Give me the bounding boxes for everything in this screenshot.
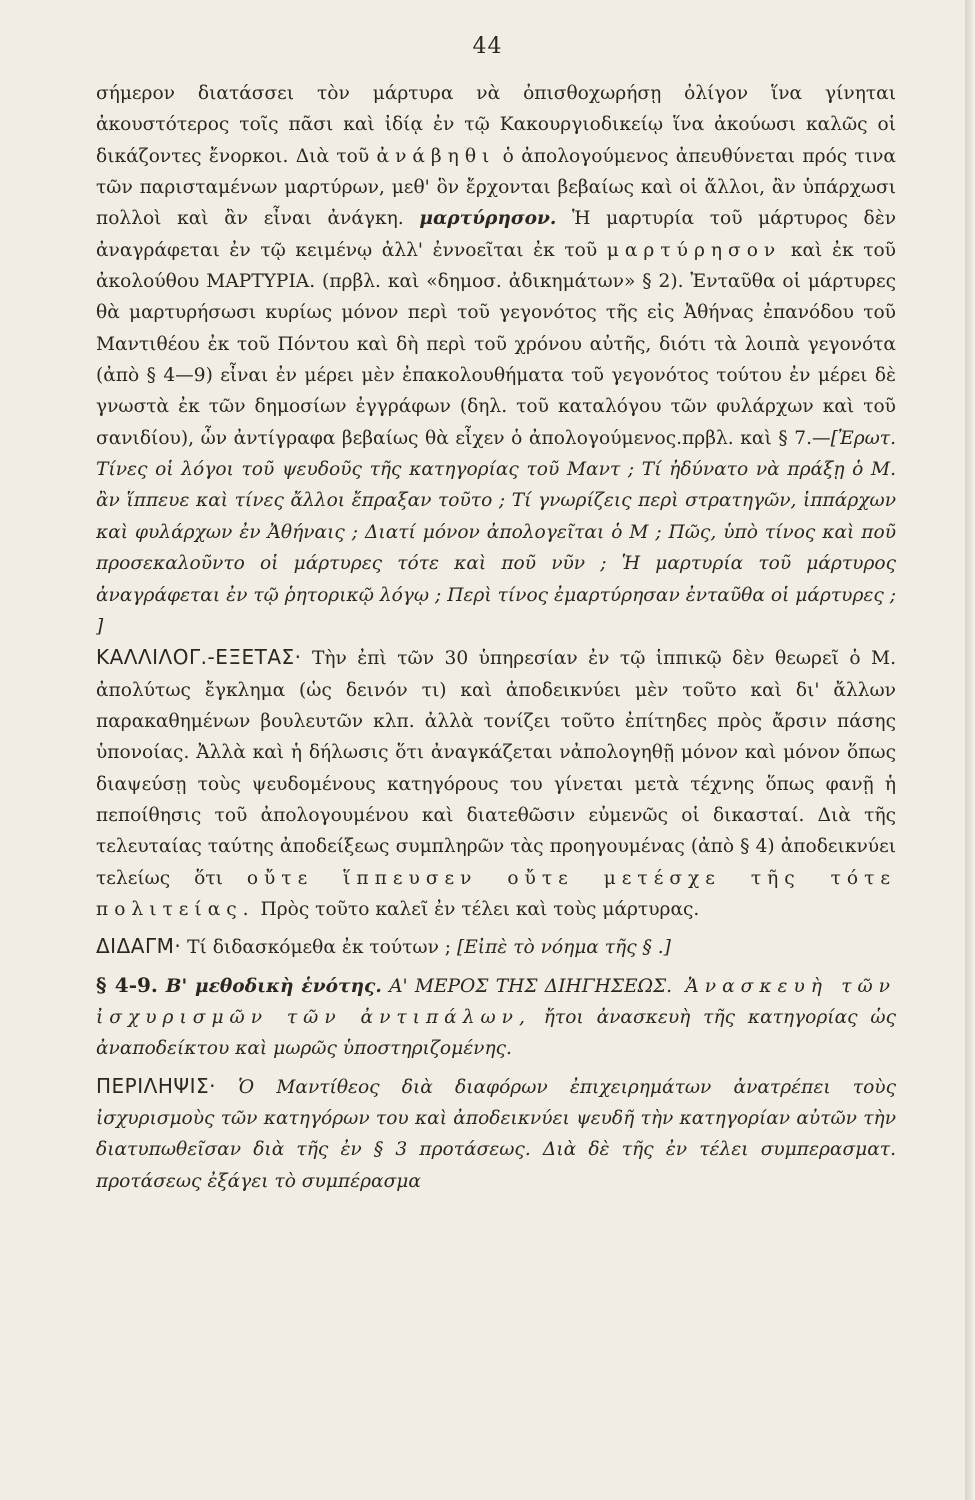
text-run: Πρὸς τοῦτο καλεῖ ἐν τέλει καὶ τοὺς μάρτυρας. bbox=[254, 898, 700, 920]
term-martyreson: μαρτύρησον. bbox=[419, 208, 557, 230]
section-number: § 4-9. bbox=[96, 972, 158, 997]
section-description: ἤτοι ἀνασκευὴ τῆς κατηγορίας ὡς ἀναποδείκτου καὶ μωρῶς ὑποστηριζομένης. bbox=[96, 1006, 897, 1060]
paragraph-kalliloge-exetasis bbox=[96, 642, 896, 925]
paragraph-didagma bbox=[96, 931, 896, 963]
page-edge bbox=[965, 0, 975, 1500]
didagma-prompt: [Εἰπὲ τὸ νόημα τῆς § .] bbox=[456, 937, 671, 959]
section-part-title: Α' ΜΕΡΟΣ ΤΗΣ ΔΙΗΓΗΣΕΩΣ. bbox=[381, 975, 673, 997]
section-label-perilepsis: ΠΕΡΙΛΗΨΙΣ· bbox=[96, 1073, 216, 1098]
spaced-term-martyreson: μαρτύρησον bbox=[606, 239, 782, 261]
paragraph-perilepsis bbox=[96, 1071, 896, 1197]
text-run: Τὴν ἐπὶ τῶν 30 ὑπηρεσίαν ἐν τῷ ἱππικῷ δὲν θεωρεῖ ὁ Μ. ἀπολύτως ἔγκλημα (ὡς δεινόν τι) καὶ ἀποδεικνύει μὲν τοῦτο καὶ δι' ἄλλων παρακαθημένων βουλευτῶν κλπ. ἀλλὰ τονίζει τοῦτο ἐπίτηδες πρὸς ἄρσιν πάσης ὑπονοίας. Ἀλλὰ καὶ ἡ δήλωσις ὅτι ἀναγκάζεται νἀπολογηθῇ μόνον καὶ μόνον ὅπως διαψεύσῃ τοὺς ψευδομένους κατηγόρους του γίνεται μετὰ τέχνης ὅπως φανῇ ἡ πεποίθησις τοῦ ἀπολογουμένου καὶ διατεθῶσιν εὐμενῶς οἱ δικασταί. Διὰ τῆς τελευταίας ταύτης ἀποδείξεως συμπληρῶν τὰς προηγουμένας (ἀπὸ § 4) ἀποδεικνύει τελείως ὅτι bbox=[96, 648, 896, 889]
text-run: σήμερον διατάσσει τὸν μάρτυρα νὰ ὀπισθοχωρήσῃ ὀλίγον ἵνα γίνηται ἀκουστότερος τοῖς πᾶσι καὶ ἰδίᾳ ἐν τῷ Κακουργιοδικείῳ ἵνα ἀκούωσι καλῶς οἱ δικάζοντες ἔνορκοι. Διὰ τοῦ bbox=[96, 83, 896, 167]
spaced-term-anabethi: ἀνάβηθι bbox=[376, 145, 496, 167]
text-run: Ἡ μαρτυρία τοῦ μάρτυρος δὲν ἀναγράφεται ἐν τῷ κειμένῳ ἀλλ' ἐννοεῖται ἐκ τοῦ bbox=[96, 208, 897, 261]
text-run: ὁ ἀπολογούμενος ἀπευθύνεται πρός τινα τῶν παρισταμένων μαρτύρων, μεθ' ὃν ἔρχονται βεβαίως καὶ οἱ ἄλλοι, ἂν ὑπάρχωσι πολλοὶ καὶ ἂν εἶναι ἀνάγκη. bbox=[96, 145, 896, 230]
summary-text: Ὁ Μαντίθεος διὰ διαφόρων ἐπιχειρημάτων ἀνατρέπει τοὺς ἰσχυρισμοὺς τῶν κατηγόρων του καὶ ἀποδεικνύει ψευδῆ τὴν κατηγορίαν αὐτῶν τὴν διατυπωθεῖσαν διὰ τῆς ἐν § 3 προτάσεως. Διὰ δὲ τῆς ἐν τέλει συμπερασματ. προτάσεως ἐξάγει τὸ συμπέρασμα bbox=[96, 1076, 896, 1192]
section-unit-title: Β' μεθοδικὴ ἑνότης. bbox=[157, 975, 382, 997]
section-label-didagma: ΔΙΔΑΓΜ· bbox=[96, 934, 182, 959]
page-body bbox=[96, 78, 896, 1197]
spaced-conclusion: οὔτε ἵππευσεν οὔτε μετέσχε τῆς τότε πολιτείας. bbox=[96, 867, 896, 920]
section-heading-4-9 bbox=[96, 970, 896, 1065]
section-spaced-title: Ἀνασκευὴ τῶν ἰσχυρισμῶν τῶν ἀντιπάλων, bbox=[96, 975, 896, 1028]
paragraph-witness-commentary bbox=[96, 78, 896, 642]
page-number: 44 bbox=[472, 34, 503, 59]
questions-block: [Ἐρωτ. Τίνες οἱ λόγοι τοῦ ψευδοῦς τῆς κατηγορίας τοῦ Μαντ ; Τί ἠδύνατο νὰ πράξῃ ὁ Μ. ἂν ἵππευε καὶ τίνες ἄλλοι ἔπραξαν τοῦτο ; Τί γνωρίζεις περὶ στρατηγῶν, ἱππάρχων καὶ φυλάρχων ἐν Ἀθήναις ; Διατί μόνον ἀπολογεῖται ὁ Μ ; Πῶς, ὑπὸ τίνος καὶ ποῦ προσεκαλοῦντο οἱ μάρτυρες τότε καὶ ποῦ νῦν ; Ἡ μαρτυρία τοῦ μάρτυρος ἀναγράφεται ἐν τῷ ῥητορικῷ λόγῳ ; Περὶ τίνος ἐμαρτύρησαν ἐνταῦθα οἱ μάρτυρες ; ] bbox=[96, 427, 896, 637]
text-run: Τί διδασκόμεθα ἐκ τούτων ; bbox=[181, 937, 457, 959]
text-run: καὶ ἐκ τοῦ ἀκολούθου ΜΑΡΤΥΡΙΑ. (πρβλ. καὶ «δημοσ. ἀδικημάτων» § 2). Ἐνταῦθα οἱ μάρτυρες θὰ μαρτυρήσωσι κυρίως μόνον περὶ τοῦ γεγονότος τῆς εἰς Ἀθήνας ἐπανόδου τοῦ Μαντιθέου ἐκ τοῦ Πόντου καὶ δὴ περὶ τοῦ χρόνου αὐτῆς, διότι τὰ λοιπὰ γεγονότα (ἀπὸ § 4—9) εἶναι ἐν μέρει μὲν ἐπακολουθήματα τοῦ γεγονότος τούτου ἐν μέρει δὲ γνωστὰ ἐκ τῶν δημοσίων ἐγγράφων (δηλ. τοῦ καταλόγου τῶν φυλάρχων καὶ τοῦ σανιδίου), ὧν ἀντίγραφα βεβαίως θὰ εἶχεν ὁ ἀπολογούμενος.πρβλ. καὶ § 7.— bbox=[96, 239, 896, 449]
section-label-kalliloge: ΚΑΛΛΙΛΟΓ.-ΕΞΕΤΑΣ· bbox=[96, 645, 302, 670]
